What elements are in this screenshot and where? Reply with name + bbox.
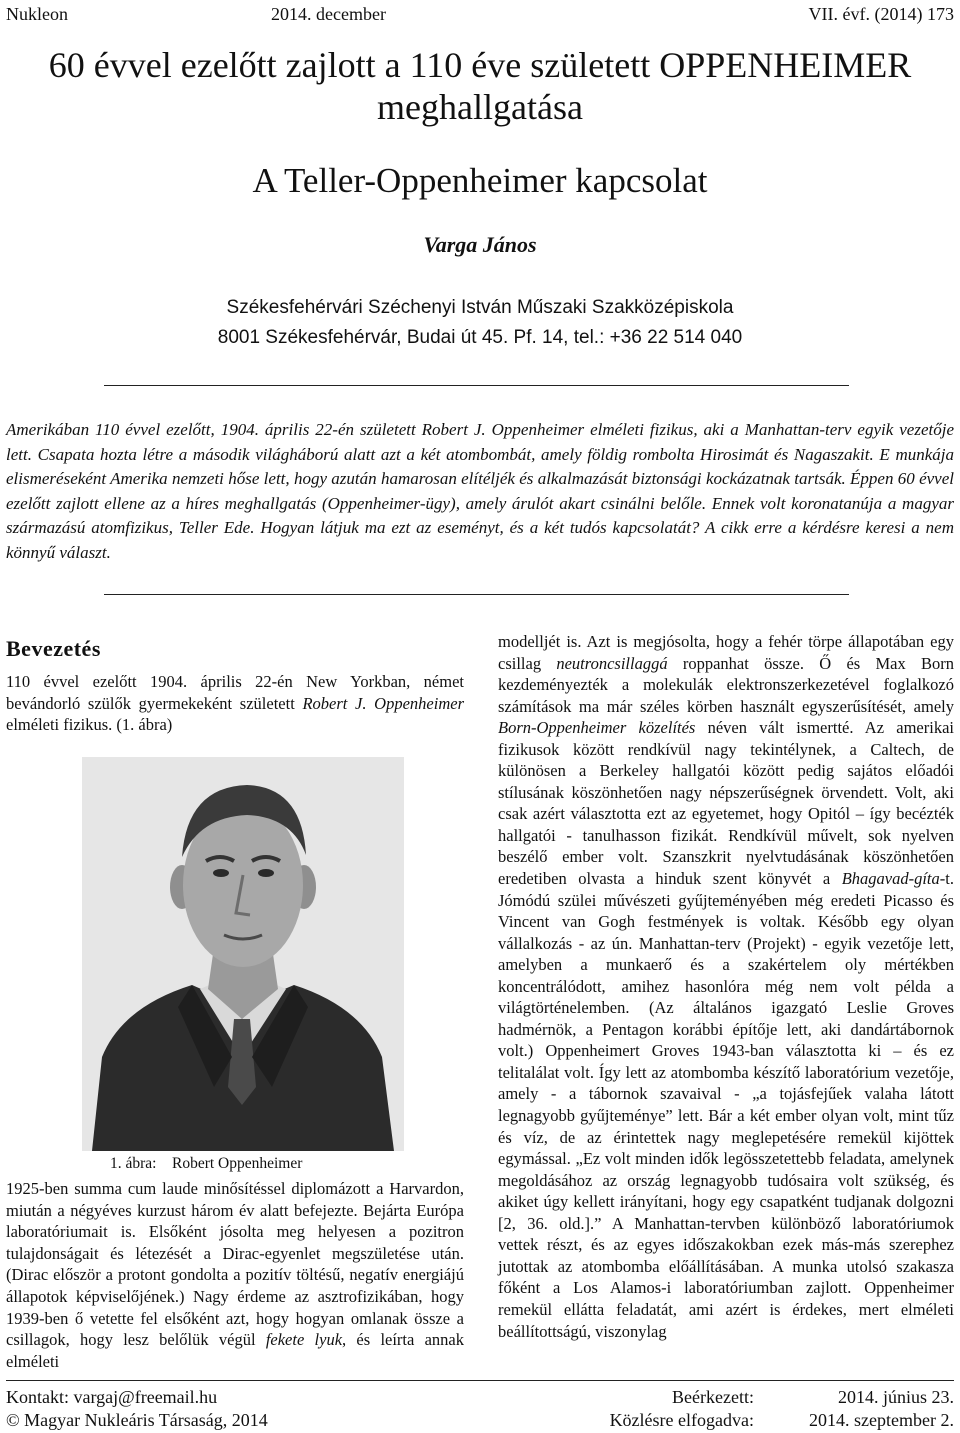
affiliation-line-1: Székesfehérvári Széchenyi István Műszaki Szakközépiskola [226, 297, 734, 318]
issue-date: 2014. december [271, 4, 386, 24]
copyright: © Magyar Nukleáris Társaság, 2014 [6, 1410, 268, 1430]
intro-person-name: Robert J. Oppenheimer [302, 693, 464, 713]
term-bhagavad-gita: Bhagavad-gíta [841, 869, 940, 889]
footer-row-2 [6, 1408, 954, 1432]
intro-paragraph [6, 671, 464, 736]
divider-bottom [104, 594, 849, 595]
term-born-oppenheimer: Born-Oppenheimer közelítés [498, 718, 696, 738]
divider-top [104, 385, 849, 386]
article-title [0, 44, 960, 128]
portrait-illustration [82, 757, 404, 1151]
affiliation [0, 293, 960, 353]
right-column-body-1: modelljét is. Azt is megjósolta, hogy a fehér törpe állapotában egy csillag [498, 632, 954, 673]
footer-row-1 [6, 1385, 954, 1409]
left-column-body-end: , és leírta annak elméleti [6, 1330, 464, 1371]
running-header [6, 2, 954, 26]
portrait-photo [82, 757, 404, 1151]
left-column-body: 1925-ben summa cum laude minősítéssel diplomázott a Harvardon, miután a négyéves kurzust három év alatt befejezte. Bejárta Európa laboratóriumait is. Elsőként jósolta meg helyesen a pozitron tulajdonságait és létezését a Dirac-egyenlet megszületése után. (Dirac először a protont gondolta a pozitív töltésű, negatív energiájú állapotok képviselőjének.) Nagy érdeme az asztrofizikában, hogy 1939-ben ő vetette fel elsőként azt, hogy hogyan omlanak össze a csillagok, hogy lesz belőlük végül [6, 1179, 464, 1350]
title-line-1: 60 évvel ezelőtt zajlott a 110 éve született OPPENHEIMER [48, 45, 912, 85]
volume-page: VII. évf. (2014) 173 [808, 4, 954, 24]
left-column-text [6, 1178, 464, 1372]
figure-label: 1. ábra: [110, 1155, 157, 1172]
term-neutron-star: neutroncsillaggá [556, 653, 668, 673]
accepted-date: 2014. szeptember 2. [809, 1410, 954, 1430]
intro-text: 110 évvel ezelőtt 1904. április 22-én New Yorkban, német bevándorló szülők gyermekeként született [6, 672, 464, 713]
right-column-body-4: -t. Jómódú szülei művészeti gyűjteményében még eredeti Picasso és Vincent van Gogh festmények is voltak. Később egy olyan vállalkozás - az ún. Manhattan-terv (Projekt) - egyik vezetője lett, amelyben a munkaerő és a szakértelem oly mértékben koncentrálódott, amihez hasonlóra még nem volt példa a világtörténelemben. (Az általános igazgató Leslie Groves hadmérnök, a Pentagon korábbi építője lett, aki dandártábornok volt.) Oppenheimert Groves 1943-ban választotta ki – és ez telitalálat volt. Így lett az atombomba készítő laboratórium vezetője, amely - a tábornok szavaival - „a tojásfejűek valaha látott legnagyobb gyűjteménye” lett. Bár a két ember olyan volt, mint tűz és víz, de az érintettek nagy meglepetésére remekül kijöttek egymással. „Ez volt minden idők legösszetettebb feladata, amelynek megoldásához az ország legnagyobb tudósaira volt szükség, és akiket úgy kellett irányítani, hogy egy csapatként tudjanak dolgozni [2, 36. old.].” A Manhattan-tervben különböző laboratóriumok vettek részt, és az egyes időszakokban ezek más-más szerephez jutottak az atombomba előállításában. A munka utolsó szakasza főként a Los Alamos-i laboratóriumban zajlott. Oppenheimer remekül ellátta feladatát, ami azért is érdekes, mert elméleti beállítottságú, viszonylag [498, 869, 954, 1341]
journal-name: Nukleon [6, 4, 68, 24]
affiliation-line-2: 8001 Székesfehérvár, Budai út 45. Pf. 14, tel.: +36 22 514 040 [217, 327, 743, 348]
right-column-body-2: roppanhat össze. Ő és Max Born kezdeményezték a molekulák elektronszerkezetével foglalkozó számítások ma már széles körben használt egyszerűsítését, amely [498, 653, 954, 716]
term-black-hole: fekete lyuk [265, 1330, 343, 1350]
intro-text-end: elméleti fizikus. (1. ábra) [6, 715, 173, 734]
accepted-label: Közlésre elfogadva: [609, 1410, 754, 1430]
right-column-text [498, 631, 954, 1342]
title-line-2: meghallgatása [377, 87, 583, 127]
received-date: 2014. június 23. [837, 1387, 954, 1407]
abstract: Amerikában 110 évvel ezelőtt, 1904. április 22-én született Robert J. Oppenheimer elméleti fizikus, aki a Manhattan-terv egyik vezetője lett. Csapata hozta létre a második világháború alatt azt a két atombombát, amely földig rombolta Hirosimát és Nagaszakit. E munkája elismeréseként Amerika nemzeti hőse lett, hogy azután hamarosan elítéljék és alkalmazását biztonsági kockázatnak tartsák. Éppen 60 évvel ezelőtt zajlott ellene az a híres meghallgatás (Oppenheimer-ügy), amely árulót akart csinálni belőle. Ennek volt koronatanúja a magyar származású atomfizikus, Teller Ede. Hogyan látjuk ma ezt az eseményt, és a két tudós kapcsolatát? A cikk erre a kérdésre keresi a nem könnyű választ. [6, 420, 954, 562]
figure-caption [110, 1154, 302, 1174]
figure-caption-text: Robert Oppenheimer [171, 1155, 303, 1172]
received-label: Beérkezett: [672, 1387, 754, 1407]
article-subtitle: A Teller-Oppenheimer kapcsolat [252, 161, 708, 200]
section-heading-intro: Bevezetés [6, 636, 101, 661]
footer-divider [6, 1380, 954, 1381]
contact-email: Kontakt: vargaj@freemail.hu [6, 1387, 218, 1407]
author-name: Varga János [423, 232, 537, 257]
right-column-body-3: néven vált ismertté. Az amerikai fizikusok között rendkívül nagy tekintélynek, a Caltech, de különösen a Berkeley hallgatói között pedig sajátos előadói stílusának köszönhetően nagy népszerűségnek örvendett. Volt, aki csak azért választotta ezt az egyetemet, hogy Opitól – így becézték hallgatói - tanulhasson fizikát. Rendkívül művelt, sok nyelven beszélő ember volt. Szanszkrit nyelvtudásának köszönhetően eredetiben olvasta a hinduk szent könyvét a [498, 718, 954, 889]
